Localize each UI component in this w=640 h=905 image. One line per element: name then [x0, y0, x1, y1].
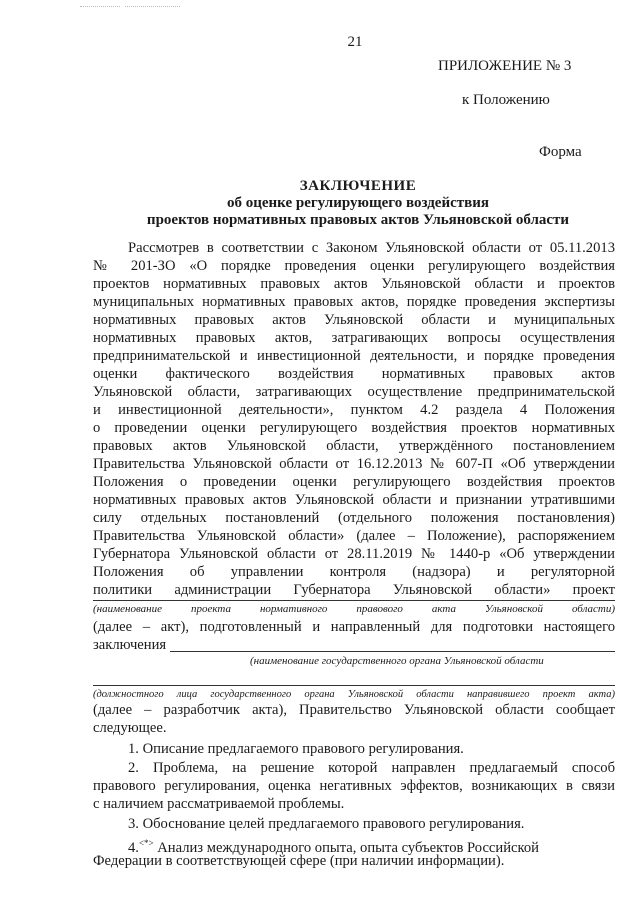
- text-line: политики администрации Губернатора Ульяновской области» проект: [93, 582, 615, 598]
- caption-project-name: (наименование проекта нормативного правового акта Ульяновской области): [93, 603, 615, 615]
- text-line: Положения о проведении оценки регулирующего воздействия проектов: [93, 474, 615, 490]
- text-line: проектов нормативных правовых актов Ульяновской области и проектов: [93, 276, 615, 292]
- scan-artifact: [125, 6, 180, 9]
- item-3: 3. Обоснование целей предлагаемого правового регулирования.: [128, 816, 525, 832]
- text-line: с наличием рассматриваемой проблемы.: [93, 796, 345, 812]
- page-number: 21: [347, 34, 363, 50]
- regulation-reference: к Положению: [462, 92, 550, 108]
- text-line: заключения: [93, 637, 167, 653]
- text-line: Правительства Ульяновской области» (далее – Положение), распоряжением: [93, 528, 615, 544]
- text-line: Губернатора Ульяновской области от 28.11.2019 № 1440-р «Об утверждении: [93, 546, 615, 562]
- item-4: [128, 834, 640, 856]
- text-line: (далее – акт), подготовленный и направленный для подготовки настоящего: [93, 619, 615, 635]
- text-line: (далее – разработчик акта), Правительство Ульяновской области сообщает: [93, 702, 615, 718]
- text-line: № 201-ЗО «О порядке проведения оценки регулирующего воздействия: [93, 258, 615, 274]
- caption-official-name: (должностного лица государственного органа Ульяновской области направившего проект акта): [93, 689, 615, 700]
- item-4-number: 4.: [128, 839, 139, 856]
- text-line: предпринимательской и инвестиционной деятельности, и порядке проведения: [93, 348, 615, 364]
- text-line: Правительства Ульяновской области от 16.12.2013 № 607-П «Об утверждении: [93, 456, 615, 472]
- text-line: нормативных правовых актов Ульяновской области и муниципальных: [93, 312, 615, 328]
- text-line: оценки фактического воздействия нормативных правовых актов: [93, 366, 615, 382]
- doc-title: ЗАКЛЮЧЕНИЕ: [299, 178, 417, 194]
- fill-in-line-organ: [170, 651, 615, 652]
- footnote-mark: <*>: [138, 838, 154, 848]
- text-line: Рассмотрев в соответствии с Законом Ульяновской области от 05.11.2013: [128, 240, 615, 256]
- text-line: Федерации в соответствующей сфере (при наличии информации).: [93, 853, 505, 869]
- text-line: о проведении оценки регулирующего воздействия проектов нормативных: [93, 420, 615, 436]
- item-2: 2. Проблема, на решение которой направлен предлагаемый способ: [128, 760, 615, 776]
- doc-subtitle-2: проектов нормативных правовых актов Ульяновской области: [146, 212, 570, 228]
- caption-organ-name: (наименование государственного органа Ульяновской области: [250, 655, 544, 667]
- doc-subtitle-1: об оценке регулирующего воздействия: [226, 195, 489, 211]
- item-1: 1. Описание предлагаемого правового регулирования.: [128, 741, 464, 757]
- text-line: нормативных правовых актов Ульяновской области и признании утратившими: [93, 492, 615, 508]
- scan-artifact: [80, 6, 120, 9]
- text-line: нормативных правовых актов, затрагивающих вопросы осуществления: [93, 330, 615, 346]
- text-line: силу отдельных постановлений (отдельного положения постановления): [93, 510, 615, 526]
- appendix-label: ПРИЛОЖЕНИЕ № 3: [438, 58, 572, 74]
- text-line: муниципальных нормативных правовых актов, порядке проведения экспертизы: [93, 294, 615, 310]
- text-line: правового регулирования, оценка негативных эффектов, возникающих в связи: [93, 778, 615, 794]
- item-4-text: Анализ международного опыта, опыта субъектов Российской: [153, 839, 539, 856]
- text-line: Положения об управлении контроля (надзора) и регуляторной: [93, 564, 615, 580]
- text-line: и инвестиционной деятельности», пунктом 4.2 раздела 4 Положения: [93, 402, 615, 418]
- text-line: правовых актов Ульяновской области, утверждённого постановлением: [93, 438, 615, 454]
- text-line: Ульяновской области, затрагивающих осуществление предпринимательской: [93, 384, 615, 400]
- form-label: Форма: [539, 144, 582, 160]
- text-line: следующее.: [93, 720, 167, 736]
